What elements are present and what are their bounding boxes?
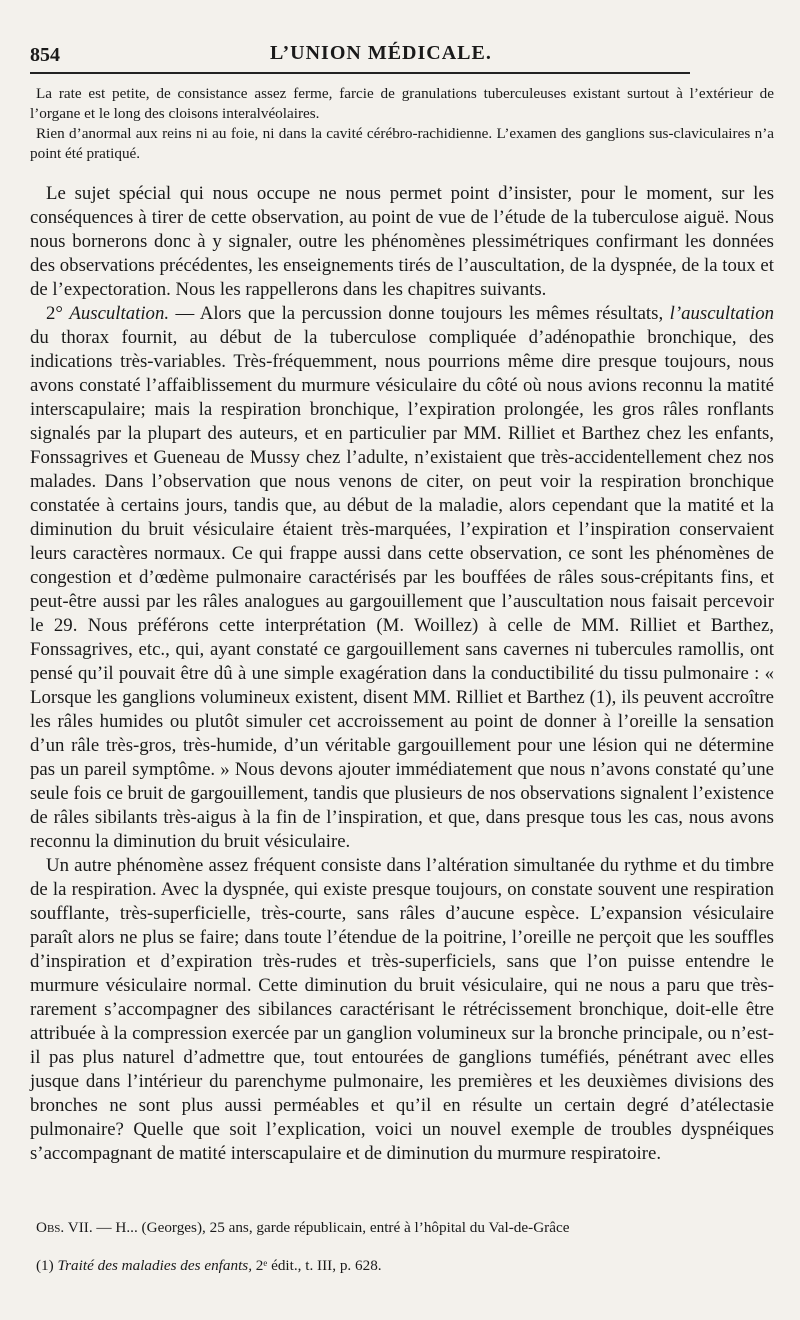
section-term: l’auscultation (669, 303, 774, 324)
observation-line (30, 1218, 774, 1238)
footnote (30, 1256, 774, 1276)
footnote-text: 2ᵉ édit., t. III, p. 628. (255, 1257, 382, 1274)
footnote-marker: (1) (36, 1257, 54, 1274)
intro-paragraph-2: Rien d’anormal aux reins ni au foie, ni dans la cavité cérébro-rachidienne. L’examen des ganglions sus-claviculaires n’a point été pratiqué. (30, 125, 774, 162)
section-number: 2° (46, 303, 63, 324)
observation-label: Obs. VII. (36, 1219, 93, 1236)
footnote-title: Traité des maladies des enfants, (57, 1257, 252, 1274)
page-number: 854 (30, 44, 60, 66)
section-lead: Alors que la percussion donne toujours les mêmes résultats, (199, 303, 664, 324)
paragraph-auscultation (30, 302, 774, 854)
page-header (30, 38, 700, 72)
section-text: du thorax fournit, au début de la tuberculose compliquée d’adénopathie bronchique, des indications très-variables. Très-fréquemment, nous pourrions même dire presque toujours, nous avons constaté l’affaiblissement du murmure vésiculaire du côté où nous avions reconnu la matité interscapulaire; mais la respiration bronchique, l’expiration prolongée, les gros râles ronflants signalés par la plupart des auteurs, et en particulier par MM. Rilliet et Barthez chez les enfants, Fonssagrives et Gueneau de Mussy chez l’adulte, n’existaient que très-accidentellement chez nos malades. Dans l’observation que nous venons de citer, on peut voir la respiration bronchique constatée à certains jours, tandis que, au début de la maladie, alors cependant que la matité et la diminution du bruit vésiculaire étaient très-marquées, l’expiration et l’inspiration conservaient leurs caractères normaux. Ce qui frappe aussi dans cette observation, ce sont les phénomènes de congestion et d’œdème pulmonaire caractérisés par les bouffées de râles sous-crépitants fins, et peut-être aussi par les râles analogues au gargouillement que l’auscultation nous faisait percevoir le 29. Nous préférons cette interprétation (M. Woillez) à celle de MM. Rilliet et Barthez, Fonssagrives, etc., qui, ayant constaté ce gargouillement sans cavernes ni tubercules ramollis, ont pensé qu’il pouvait être dû à une simple exagération dans la conductibilité du tissu pulmonaire : « Lorsque les ganglions volumineux existent, disent MM. Rilliet et Barthez (1), ils peuvent accroître les râles humides ou plutôt simuler cet accroissement au point de donner à l’oreille la sensation d’un râle très-gros, très-humide, d’un véritable gargouillement pour une lésion qui ne détermine pas un pareil symptôme. » Nous devons ajouter immédiatement que nous n’avons constaté qu’une seule fois ce bruit de gargouillement, tandis que plusieurs de nos observations signalent l’existence de râles sibilants très-aigus à la fin de l’inspiration, et que, dans presque tous les cas, nous avons reconnu la diminution du bruit vésiculaire. (30, 327, 774, 852)
running-title: L’UNION MÉDICALE. (270, 42, 492, 64)
paragraph-subject: Le sujet spécial qui nous occupe ne nous permet point d’insister, pour le moment, sur les conséquences à tirer de cette observation, au point de vue de l’étude de la tuberculose aiguë. Nous nous bornerons donc à y signaler, outre les phénomènes plessimétriques confirmant les données des observations précédentes, les enseignements tirés de l’auscultation, de la dyspnée, de la toux et de l’expectoration. Nous les rappellerons dans les chapitres suivants. (30, 183, 774, 300)
article-body (30, 84, 774, 1166)
section-dash: — (175, 303, 195, 324)
section-heading: Auscultation. (69, 303, 170, 324)
paragraph-rhythm: Un autre phénomène assez fréquent consiste dans l’altération simultanée du rythme et du timbre de la respiration. Avec la dyspnée, qui existe presque toujours, on constate souvent une respiration soufflante, très-superficielle, très-courte, sans râles d’aucune espèce. L’expansion vésiculaire paraît alors ne plus se faire; dans toute l’étendue de la poitrine, l’oreille ne perçoit que les souffles d’inspiration et d’expiration très-rudes et très-superficiels, sans que l’on puisse entendre le murmure vésiculaire normal. Cette diminution du bruit vésiculaire, qui ne nous a paru que très-rarement s’accompagner des sibilances caractérisant le rétrécissement bronchique, doit-elle être attribuée à la compression exercée par un ganglion volumineux sur la bronche principale, ou n’est-il pas plus naturel d’admettre que, tout entourées de ganglions tuméfiés, pénétrant avec elles jusque dans l’intérieur du parenchyme pulmonaire, les premières et les deuxièmes divisions des bronches ne sont plus aussi perméables et qu’il en résulte un certain degré d’atélectasie pulmonaire? Quelle que soit l’explication, voici un nouvel exemple de troubles dyspnéiques s’accompagnant de matité interscapulaire et de diminution du murmure respiratoire. (30, 855, 774, 1164)
intro-paragraph-1: La rate est petite, de consistance assez ferme, farcie de granulations tuberculeuses existant surtout à l’extérieur de l’organe et le long des cloisons interalvéolaires. (30, 85, 774, 122)
page-foot (30, 1218, 774, 1276)
header-rule (30, 72, 690, 74)
observation-text: — H... (Georges), 25 ans, garde républicain, entré à l’hôpital du Val-de-Grâce (96, 1219, 570, 1236)
